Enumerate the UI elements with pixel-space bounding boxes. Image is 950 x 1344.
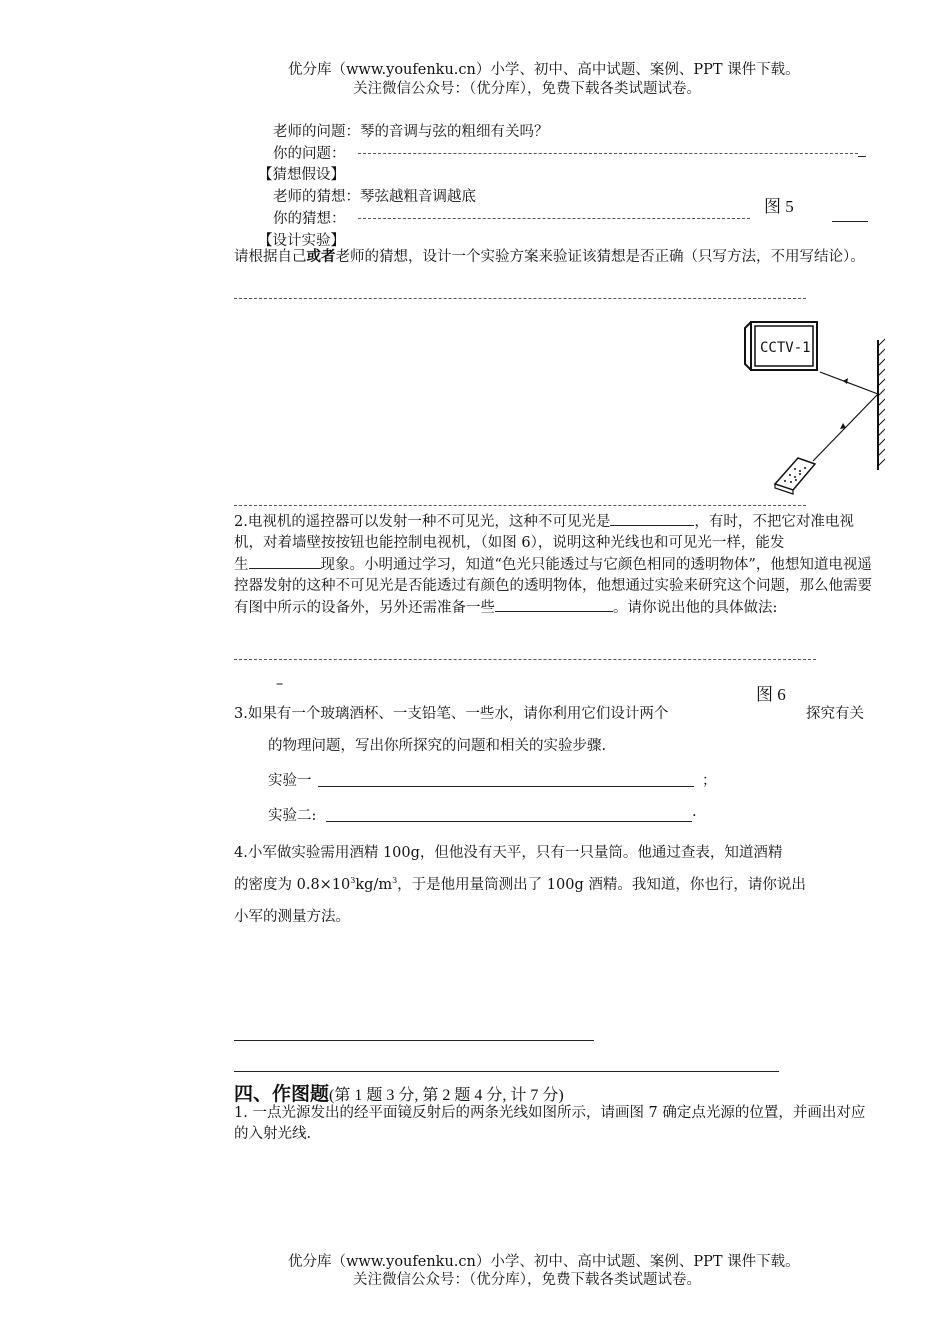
your-guess-answer-tail [832,221,868,222]
fig6-label: 图 6 [756,685,786,704]
q3-exp2-label: 实验二: [268,808,317,824]
q3-line-1b: 探究有关 [806,706,864,722]
header-line-1: 优分库（www.youfenku.cn）小学、初中、高中试题、案例、PPT 课件下载。 [288,62,800,78]
footer-line-2: 关注微信公众号：（优分库），免费下载各类试题试卷。 [353,1272,701,1288]
wall-icon [878,339,885,470]
q2-blank-3[interactable] [495,597,613,612]
section4-q1: 1. 一点光源发出的经平面镜反射后的两条光线如图所示，请画图 7 确定点光源的位置，并画出对应的入射光线. [234,1105,866,1142]
tv-label: CCTV-1 [760,340,811,356]
q3-exp1-end: ； [702,773,717,789]
design-instructions: 请根据自己或者老师的猜想，设计一个实验方案来验证该猜想是否正确（只写方法，不用写结论）。 [234,248,865,265]
q4-line-1: 4.小军做实验需用酒精 100g，但他没有天平，只有一只量筒。他通过查表，知道酒精 [234,845,783,861]
your-question-answer-line[interactable] [358,153,858,154]
header-line-2: 关注微信公众号：（优分库），免费下载各类试题试卷。 [353,81,701,97]
figure-6 [735,318,885,503]
q3-line-2: 的物理问题，写出你所探究的问题和相关的实验步骤. [268,738,607,754]
footer-line-1: 优分库（www.youfenku.cn）小学、初中、高中试题、案例、PPT 课件下载。 [288,1254,800,1270]
design-answer-line[interactable] [234,298,806,299]
q2-blank-2[interactable] [249,554,321,569]
q2-answer-line[interactable] [234,659,816,660]
q3-exp2-end: . [692,804,697,820]
remote-control-icon [775,458,815,494]
q2-blank-1[interactable] [610,511,694,526]
fig5-label: 图 5 [764,197,794,216]
q2-dash: – [276,676,284,692]
q4-line-2: 的密度为 $0.8\times 10^3kg/m^3$，于是他用量筒测出了 100g 酒精。我知道，你也行，请你说出 [234,876,806,893]
q3-line-1a: 3.如果有一个玻璃酒杯、一支铅笔、一些水，请你利用它们设计两个 [234,706,669,722]
design-heading: 【设计实验】 [258,233,345,249]
teacher-guess: 老师的猜想：琴弦越粗音调越底 [273,189,476,205]
section4-heading: 四、作图题(第 1 题 3 分, 第 2 题 4 分, 计 7 分) [234,1083,564,1105]
q1-extra-answer-line[interactable] [234,505,806,506]
q4-line-3: 小军的测量方法。 [234,909,350,925]
teacher-question: 老师的问题：琴的音调与弦的粗细有关吗？ [273,124,549,140]
q2-text: 2.电视机的遥控器可以发射一种不可见光，这种不可见光是 ，有时，不把它对准电视机，对着墙壁按按钮也能控制电视机，（如图 6），说明这种光线也和可见光一样，能发 生 现象。小明通过学习，知道“色光只能透过与它颜色相同的透明物体”，他想知道电视遥控器发射的这种不可见光是否能透过有颜色的透明物体，他想通过实验来研究这个问题，那么他需要有图中所示的设备外，另外还需准备一些 。请你说出他的具体做法: [234,511,874,619]
your-question-answer-tail [858,156,866,157]
q3-exp2-answer-line[interactable] [326,821,692,822]
q4-answer-line-1[interactable] [234,1040,594,1041]
q3-exp1-answer-line[interactable] [318,786,694,787]
your-guess-label: 你的猜想： [273,211,346,227]
your-guess-answer-line[interactable] [358,218,750,219]
your-question-label: 你的问题： [273,146,346,162]
light-ray-paths [813,372,878,461]
q3-exp1-label: 实验一 [268,773,312,789]
q4-answer-line-2[interactable] [234,1071,779,1072]
hypothesis-heading: 【猜想假设】 [258,167,345,183]
